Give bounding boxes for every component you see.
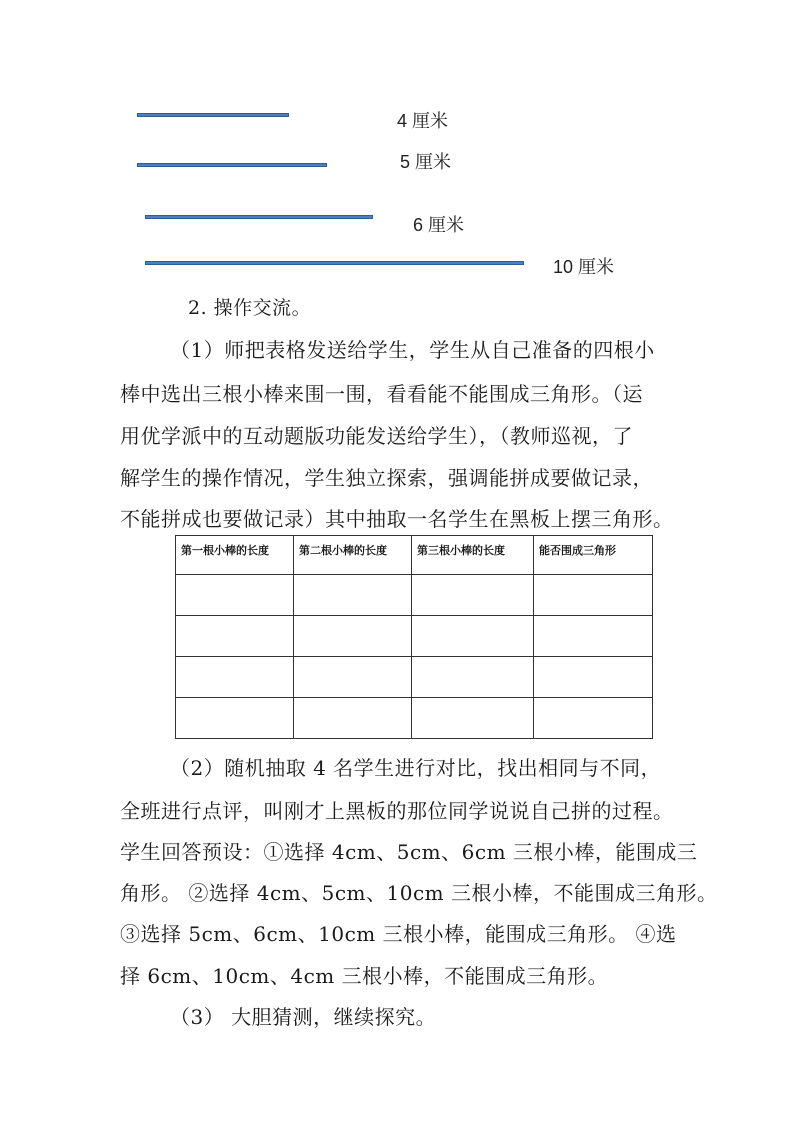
table-cell: [534, 657, 653, 698]
header-can-form: 能否围成三角形: [534, 536, 653, 575]
stick-label-4cm: 4 厘米: [397, 111, 449, 131]
table-cell: [176, 657, 294, 698]
header-third-stick: 第三根小棒的长度: [412, 536, 534, 575]
stick-label-6cm: 6 厘米: [413, 215, 465, 235]
table-cell: [294, 657, 412, 698]
stick-5cm: [137, 163, 327, 167]
para1-line-2: 棒中选出三根小棒来围一围，看看能不能围成三角形。（运: [120, 382, 643, 406]
stick-label-10cm: 10 厘米: [553, 257, 615, 277]
table-cell: [294, 616, 412, 657]
table-row: [176, 575, 653, 616]
para2-line-6: 择 6cm、10cm、4cm 三根小棒，不能围成三角形。: [120, 964, 609, 988]
para3: （3） 大胆猜测，继续探究。: [170, 1005, 437, 1029]
table-cell: [534, 698, 653, 739]
stick-4cm: [137, 113, 289, 117]
stick-6cm: [145, 215, 373, 219]
para1-line-1: （1）师把表格发送给学生，学生从自己准备的四根小: [170, 338, 655, 362]
para1-line-5: 不能拼成也要做记录）其中抽取一名学生在黑板上摆三角形。: [120, 507, 674, 531]
stick-10cm: [145, 261, 524, 265]
table-cell: [294, 698, 412, 739]
header-first-stick: 第一根小棒的长度: [176, 536, 294, 575]
table-cell: [534, 575, 653, 616]
section-heading: 2. 操作交流。: [188, 297, 312, 319]
table-cell: [176, 698, 294, 739]
table-cell: [412, 616, 534, 657]
table-row: [176, 698, 653, 739]
table-cell: [534, 616, 653, 657]
record-table: [175, 535, 653, 739]
table-cell: [412, 657, 534, 698]
table-row: [176, 616, 653, 657]
table-cell: [294, 575, 412, 616]
para2-line-5: ③选择 5cm、6cm、10cm 三根小棒，能围成三角形。 ④选: [120, 922, 677, 946]
table-cell: [176, 616, 294, 657]
table-cell: [176, 575, 294, 616]
para2-line-4: 角形。 ②选择 4cm、5cm、10cm 三根小棒，不能围成三角形。: [120, 881, 718, 905]
para1-line-3: 用优学派中的互动题版功能发送给学生），（教师巡视，了: [120, 424, 633, 448]
para2-line-1: （2）随机抽取 4 名学生进行对比，找出相同与不同，: [170, 756, 662, 780]
table-cell: [412, 575, 534, 616]
table-row: [176, 657, 653, 698]
stick-label-5cm: 5 厘米: [400, 152, 452, 172]
para1-line-4: 解学生的操作情况，学生独立探索，强调能拼成要做记录，: [120, 466, 653, 490]
table-cell: [412, 698, 534, 739]
para2-line-2: 全班进行点评，叫刚才上黑板的那位同学说说自己拼的过程。: [120, 799, 674, 823]
header-second-stick: 第二根小棒的长度: [294, 536, 412, 575]
para2-line-3: 学生回答预设：①选择 4cm、5cm、6cm 三根小棒，能围成三: [120, 840, 698, 864]
table-header-row: [176, 536, 653, 575]
